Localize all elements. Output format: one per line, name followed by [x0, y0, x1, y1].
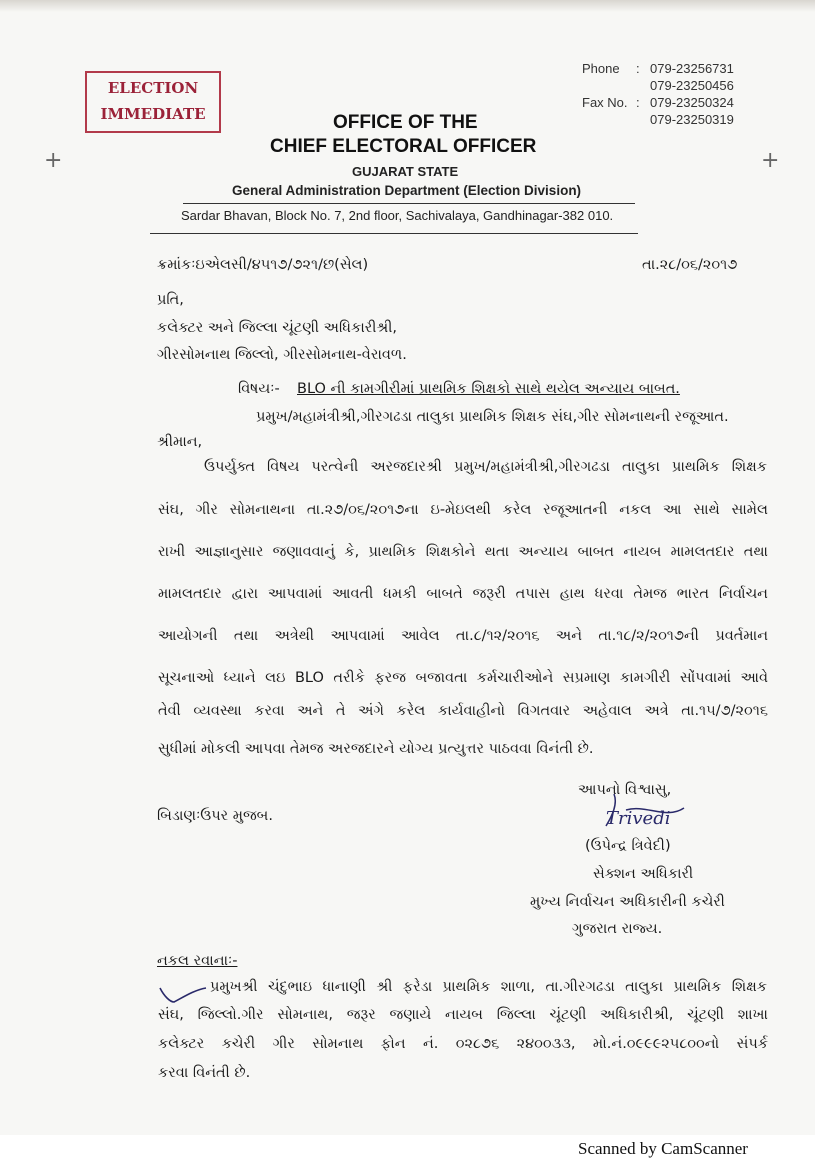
camscanner-watermark: Scanned by CamScanner: [578, 1139, 748, 1158]
copy-tick-mark: [158, 984, 208, 1006]
fax-label: Fax No.: [582, 95, 628, 110]
registration-mark-left: +: [44, 148, 63, 173]
signer-name: (ઉપેન્દ્ર ત્રિવેદી): [585, 838, 671, 854]
subject-line-2: પ્રમુખ/મહામંત્રીશ્રી,ગીરગઢડા તાલુકા પ્રાથમિક શિક્ષક સંઘ,ગીર સોમનાથની રજૂઆત.: [256, 409, 729, 425]
signature-text: Trivedi: [606, 808, 671, 829]
copy-line-2: સંઘ, જિલ્લો.ગીર સોમનાથ, જરૂર જણાયે નાયબ જિલ્લા ચૂંટણી અધિકારીશ્રી, ચૂંટણી શાખા: [158, 1007, 768, 1023]
office-address: Sardar Bhavan, Block No. 7, 2nd floor, Sachivalaya, Gandhinagar-382 010.: [181, 208, 614, 223]
phone-separator: :: [636, 61, 640, 76]
phone-number-2: 079-23250456: [650, 78, 734, 93]
copy-line-1: પ્રમુખશ્રી ચંદુભાઇ ધાનાણી શ્રી ફરેડા પ્રાથમિક શાળા, તા.ગીરગઢડા તાલુકા પ્રાથમિક શિક્ષક: [210, 979, 767, 995]
subject-line-1: BLO ની કામગીરીમાં પ્રાથમિક શિક્ષકો સાથે થયેલ અન્યાય બાબત.: [297, 381, 680, 397]
copy-line-3: કલેક્ટર કચેરી ગીર સોમનાથ ફોન નં. ૦૨૮૭૬ ૨૪૦૦૩૩, મો.નં.૦૯૯૯૨૫૮૦૦નો સંપર્ક: [158, 1036, 768, 1052]
addressee-line-1: કલેક્ટર અને જિલ્લા ચૂંટણી અધિકારીશ્રી,: [157, 320, 397, 336]
fax-number-2: 079-23250319: [650, 112, 734, 127]
addressee-line-2: ગીરસોમનાથ જિલ્લો, ગીરસોમનાથ-વેરાવળ.: [157, 347, 407, 363]
signer-state: ગુજરાત રાજ્ય.: [572, 921, 663, 937]
election-stamp: [85, 71, 221, 133]
office-title-line-1: OFFICE OF THE: [333, 112, 478, 133]
to-prefix: પ્રતિ,: [157, 292, 184, 308]
header-rule-top: [183, 203, 635, 204]
copy-to-label: નકલ રવાનાઃ-: [157, 953, 238, 969]
body-line-8: સુધીમાં મોકલી આપવા તેમજ અરજદારને યોગ્ય પ્રત્યુત્તર પાઠવવા વિનંતી છે.: [158, 741, 594, 757]
fax-number-1: 079-23250324: [650, 95, 734, 110]
header-rule-bottom: [150, 233, 638, 234]
scan-shadow: [0, 0, 815, 12]
body-line-7: તેવી વ્યવસ્થા કરવા અને તે અંગે કરેલ કાર્યવાહીનો વિગતવાર અહેવાલ અત્રે તા.૧૫/૭/૨૦૧૬: [158, 703, 768, 719]
body-line-3: રાખી આજ્ઞાનુસાર જણાવવાનું કે, પ્રાથમિક શિક્ષકોને થતા અન્યાય બાબત નાયબ મામલતદાર તથા: [158, 544, 768, 560]
stamp-line-2: IMMEDIATE: [100, 105, 206, 123]
state-name: GUJARAT STATE: [352, 164, 459, 179]
body-line-6: સૂચનાઓ ધ્યાને લઇ BLO તરીકે ફરજ બજાવતા કર્મચારીઓને સપ્રમાણ કામગીરી સોંપવામાં આવે: [158, 670, 768, 686]
signer-office: મુખ્ય નિર્વાચન અધિકારીની કચેરી: [530, 894, 725, 910]
phone-number-1: 079-23256731: [650, 61, 734, 76]
salutation: શ્રીમાન,: [157, 434, 203, 450]
body-line-5: આયોગની તથા અત્રેથી આપવામાં આવેલ તા.૮/૧૨/૨૦૧૬ અને તા.૧૮/૨/૨૦૧૭ની પ્રવર્તમાન: [158, 628, 768, 644]
enclosure-note: બિડાણઃઉપર મુજબ.: [157, 808, 273, 824]
body-line-2: સંઘ, ગીર સોમનાથના તા.૨૭/૦૬/૨૦૧૭ના ઇ-મેઇલથી કરેલ રજૂઆતની નકલ આ સાથે સામેલ: [158, 502, 768, 518]
office-title-line-2: CHIEF ELECTORAL OFFICER: [270, 136, 537, 157]
subject-label: વિષયઃ-: [238, 381, 280, 397]
body-line-1: ઉપર્યુક્ત વિષય પરત્વેની અરજદારશ્રી પ્રમુખ/મહામંત્રીશ્રી,ગીરગઢડા તાલુકા પ્રાથમિક શિક્ષક: [204, 459, 767, 475]
fax-separator: :: [636, 95, 640, 110]
body-line-4: મામલતદાર દ્વારા આપવામાં આવતી ધમકી બાબતે જરૂરી તપાસ હાથ ધરવા તેમજ ભારત નિર્વાચન: [158, 586, 768, 602]
copy-line-4: કરવા વિનંતી છે.: [158, 1065, 251, 1081]
phone-label: Phone: [582, 61, 620, 76]
signer-title: સેક્શન અધિકારી: [593, 866, 694, 882]
closing: આપનો વિશ્વાસુ,: [578, 782, 672, 798]
registration-mark-right: +: [761, 148, 780, 173]
reference-number: ક્રમાંકઃઇએલસી/૪૫૧૭/૭૨૧/છ(સેલ): [157, 257, 369, 273]
stamp-line-1: ELECTION: [107, 79, 199, 97]
department-name: General Administration Department (Election Division): [232, 183, 582, 198]
letter-date: તા.૨૮/૦૬/૨૦૧૭: [642, 257, 738, 273]
signature-scribble: [596, 786, 692, 832]
